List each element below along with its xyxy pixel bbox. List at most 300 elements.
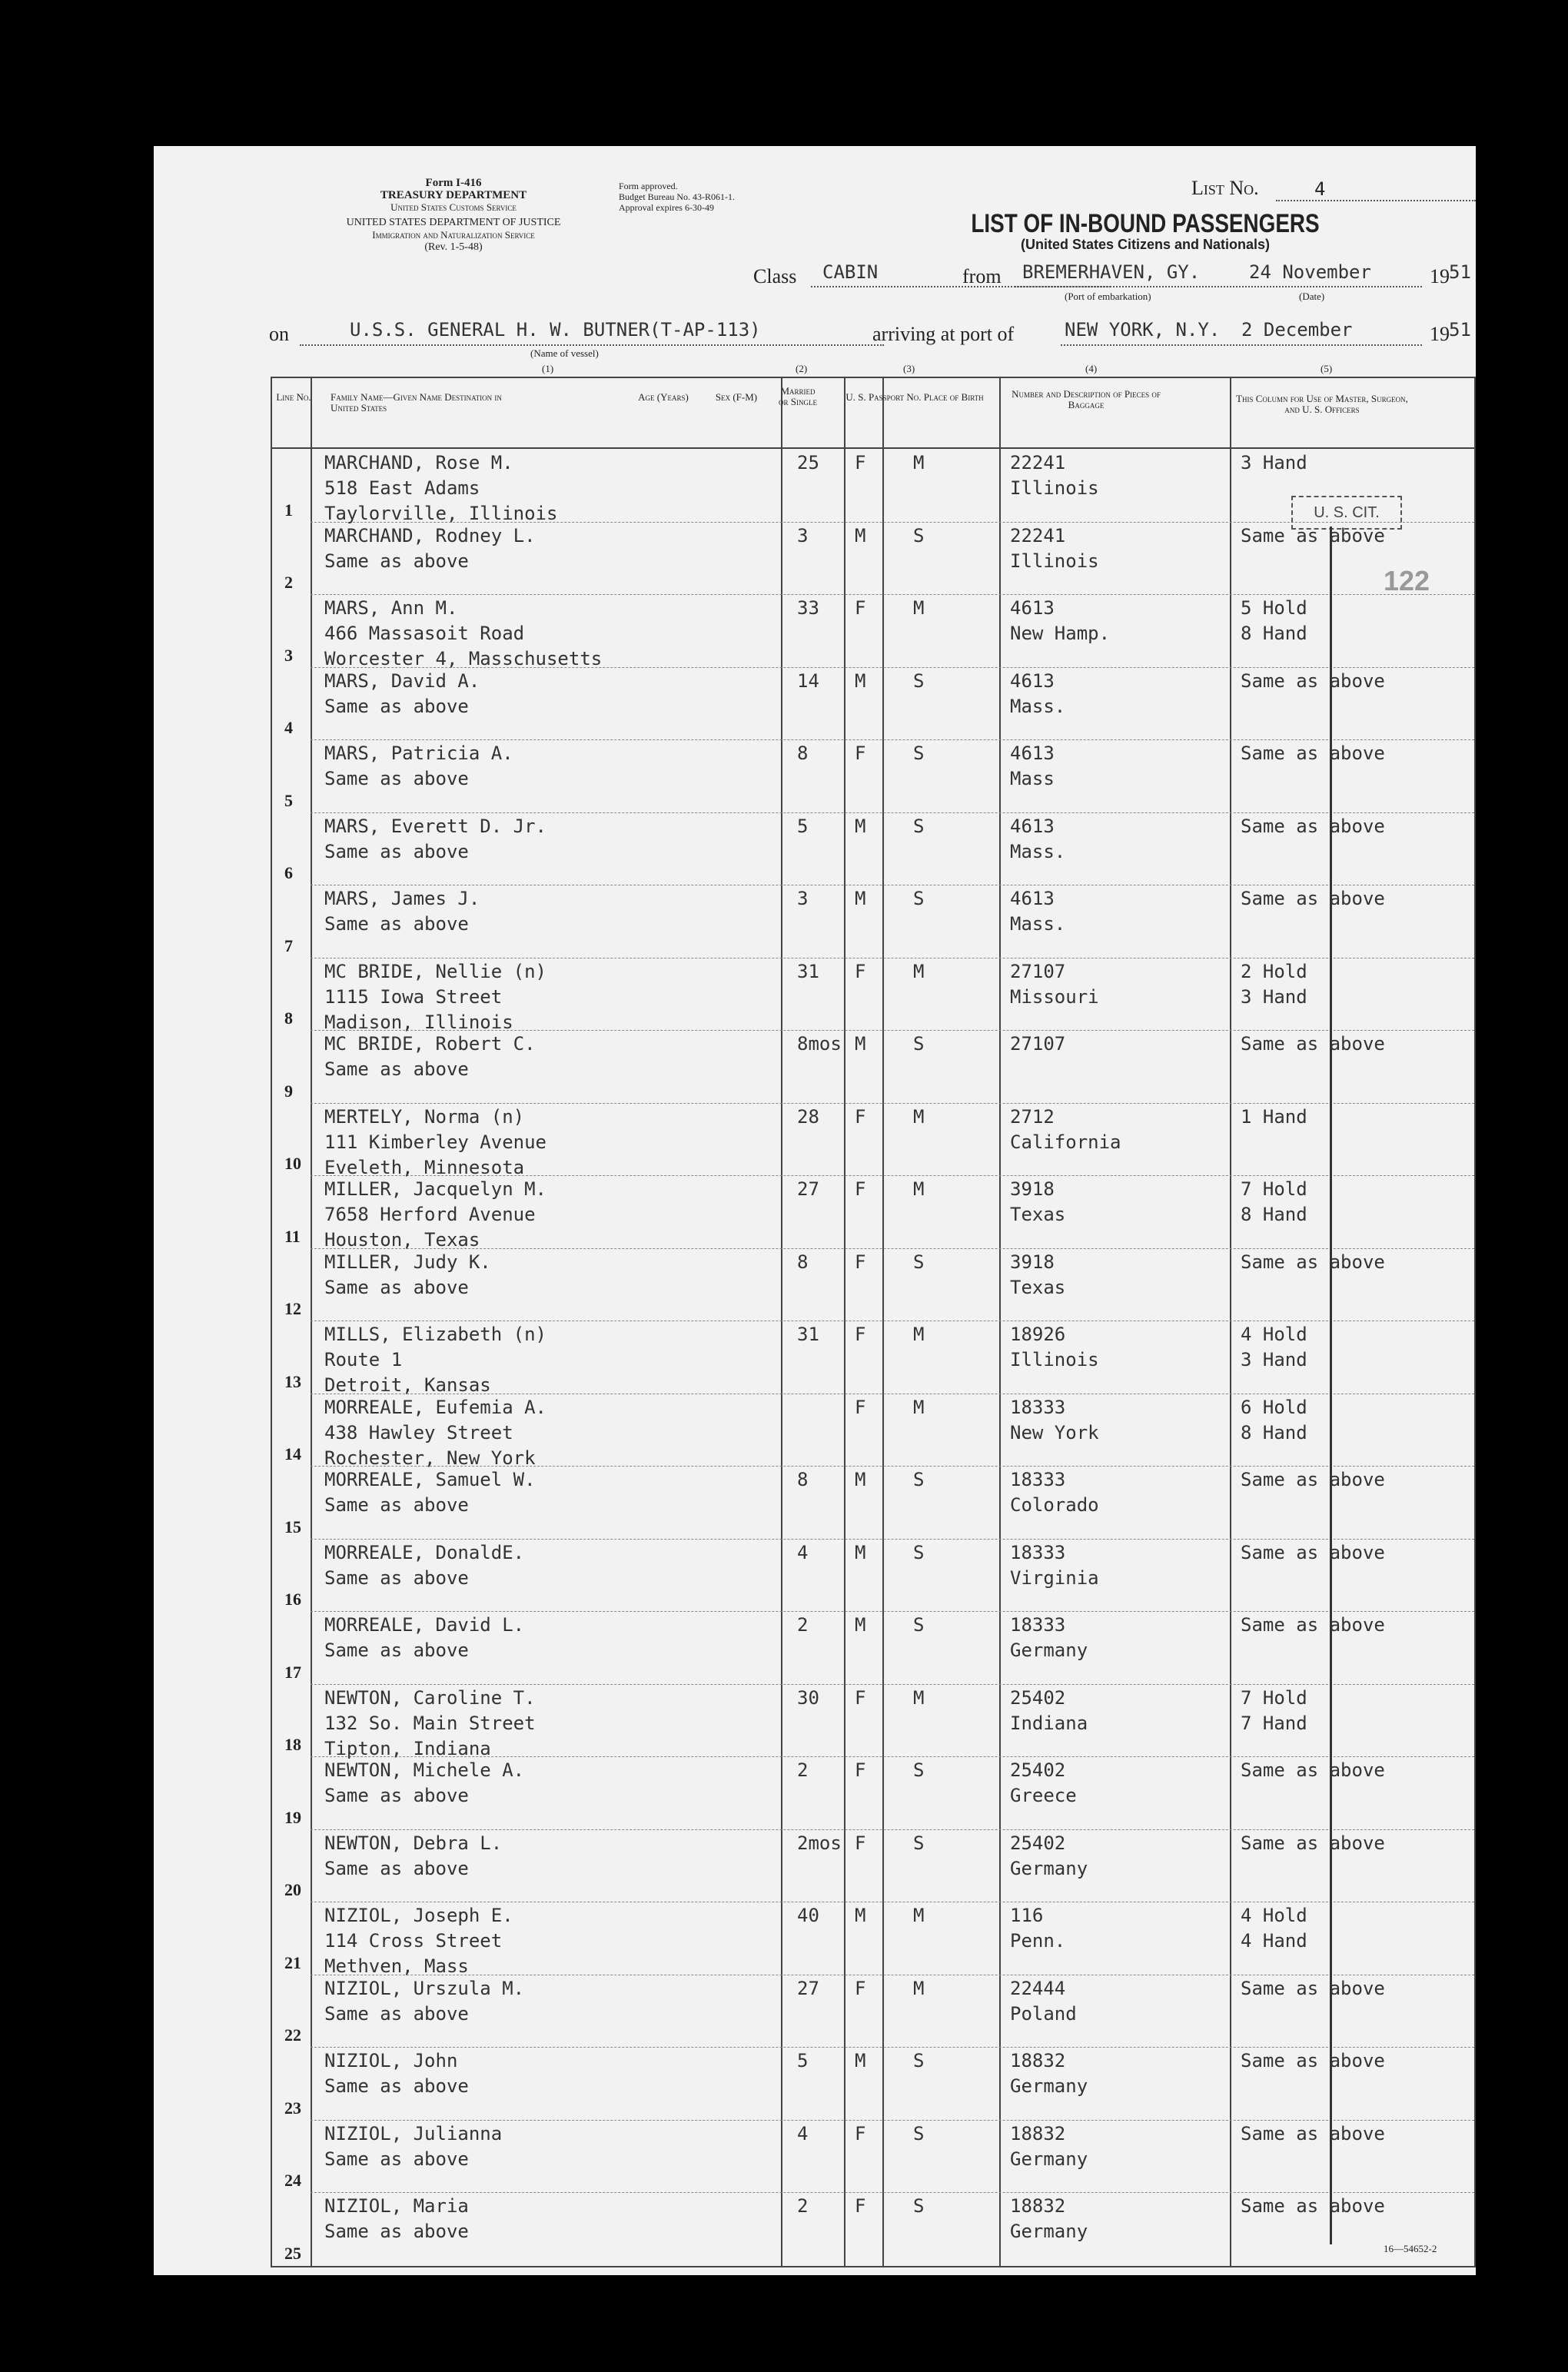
passenger-sex: F — [855, 1832, 866, 1854]
passenger-address-1: Same as above — [324, 840, 469, 862]
baggage-2: 8 Hand — [1241, 1204, 1307, 1225]
line-number: 18 — [284, 1735, 301, 1754]
from-line — [1015, 286, 1422, 287]
passenger-name: MARS, David A. — [324, 669, 480, 692]
passenger-address-2: Detroit, Kansas — [324, 1374, 491, 1396]
baggage-1: Same as above — [1241, 888, 1385, 909]
col-rule — [882, 377, 884, 2267]
header-married: Married or Single — [779, 385, 817, 407]
line-number: 12 — [284, 1299, 301, 1318]
manifest-page — [154, 146, 1476, 2275]
passenger-address-2: Madison, Illinois — [324, 1011, 513, 1033]
passenger-address-1: 466 Massasoit Road — [324, 623, 525, 644]
baggage-1: Same as above — [1241, 742, 1385, 764]
col-num-4: (4) — [1085, 363, 1098, 374]
baggage-2: 7 Hand — [1241, 1712, 1307, 1734]
arrival-date: 2 December — [1241, 319, 1353, 341]
col-num-3: (3) — [903, 363, 915, 374]
line-number: 15 — [284, 1517, 301, 1536]
line-number: 7 — [284, 935, 293, 955]
passenger-age: 40 — [797, 1905, 819, 1926]
vessel-line — [300, 344, 884, 346]
passenger-address-1: Same as above — [324, 2221, 469, 2242]
passenger-address-1: Same as above — [324, 768, 469, 789]
line-number: 24 — [284, 2171, 301, 2190]
line-number: 13 — [284, 1371, 301, 1391]
baggage-1: Same as above — [1241, 2122, 1385, 2144]
passenger-marital-status: M — [913, 452, 925, 473]
passport-number: 4613 — [1010, 742, 1055, 764]
passenger-marital-status: S — [913, 2195, 925, 2217]
arrival-line — [1061, 344, 1422, 346]
baggage-1: 3 Hand — [1241, 452, 1307, 473]
place-of-birth: Virginia — [1010, 1566, 1099, 1589]
row-divider — [311, 1611, 1474, 1612]
place-of-birth: Greece — [1010, 1785, 1077, 1806]
header-line-no: Line No. — [276, 391, 311, 403]
passport-number: 4613 — [1010, 888, 1055, 909]
place-of-birth: Germany — [1010, 1857, 1088, 1879]
baggage-2: 3 Hand — [1241, 1349, 1307, 1370]
passenger-name: MARS, Ann M. — [324, 597, 458, 619]
passport-number: 18333 — [1010, 1614, 1066, 1636]
col-rule — [1230, 377, 1231, 2267]
baggage-2: 3 Hand — [1241, 985, 1307, 1008]
passenger-address-2: Tipton, Indiana — [324, 1737, 491, 1759]
col-rule — [999, 377, 1001, 2267]
row-divider — [311, 1829, 1474, 1830]
approval-line-2: Budget Bureau No. 43-R061-1. — [619, 191, 735, 202]
baggage-2: 4 Hand — [1241, 1930, 1307, 1952]
place-of-birth: Colorado — [1010, 1494, 1099, 1516]
date-caption: (Date) — [1299, 291, 1325, 302]
place-of-birth: California — [1010, 1131, 1121, 1153]
place-of-birth: Texas — [1010, 1276, 1066, 1298]
list-no-label: List No. — [1191, 177, 1259, 199]
table-top-rule — [271, 377, 1474, 378]
place-of-birth: Germany — [1010, 2075, 1088, 2097]
passenger-name: MORREALE, Eufemia A. — [324, 1396, 546, 1418]
passenger-name: MORREALE, DonaldE. — [324, 1541, 525, 1563]
passenger-name: MILLER, Judy K. — [324, 1251, 491, 1273]
passenger-marital-status: M — [913, 1105, 925, 1128]
passenger-address-1: Same as above — [324, 2148, 469, 2170]
passenger-marital-status: M — [913, 1178, 925, 1200]
line-number: 8 — [284, 1008, 293, 1028]
form-id: Form I-416 — [425, 177, 482, 189]
page-subtitle: (United States Citizens and Nationals) — [1020, 237, 1271, 252]
form-footer: 16—54652-2 — [1384, 2243, 1437, 2254]
passenger-name: MARCHAND, Rodney L. — [324, 524, 536, 546]
row-divider — [311, 1684, 1474, 1685]
passenger-age: 2mos — [797, 1832, 842, 1854]
place-of-birth: Penn. — [1010, 1930, 1066, 1952]
passenger-address-1: Route 1 — [324, 1349, 403, 1370]
row-divider — [311, 739, 1474, 740]
passenger-marital-status: S — [913, 1832, 925, 1854]
passenger-address-1: Same as above — [324, 2075, 469, 2097]
passenger-age: 25 — [797, 452, 819, 473]
officer-column-line — [1330, 527, 1332, 2244]
passport-number: 116 — [1010, 1905, 1044, 1926]
line-number: 20 — [284, 1880, 301, 1899]
passenger-name: MC BRIDE, Nellie (n) — [324, 960, 546, 982]
baggage-1: 6 Hold — [1241, 1396, 1307, 1418]
passenger-marital-status: S — [913, 1251, 925, 1273]
passenger-marital-status: M — [913, 960, 925, 982]
line-number: 3 — [284, 645, 293, 665]
passenger-address-1: Same as above — [324, 1276, 469, 1298]
passenger-table — [271, 377, 1474, 2267]
passport-number: 18832 — [1010, 2195, 1066, 2217]
passenger-sex: M — [855, 1614, 866, 1636]
baggage-2: 8 Hand — [1241, 623, 1307, 644]
passport-number: 4613 — [1010, 597, 1055, 619]
passenger-address-1: Same as above — [324, 1494, 469, 1516]
passenger-sex: M — [855, 888, 866, 909]
approval-line-3: Approval expires 6-30-49 — [619, 202, 714, 213]
passenger-age: 8 — [797, 1251, 809, 1273]
header-passport: U. S. Passport No. Place of Birth — [845, 391, 984, 403]
passport-number: 3918 — [1010, 1251, 1055, 1273]
baggage-1: Same as above — [1241, 1251, 1385, 1273]
passenger-name: MARCHAND, Rose M. — [324, 452, 513, 473]
passenger-sex: F — [855, 2122, 866, 2144]
header-baggage: Number and Description of Pieces of Baggage — [1012, 388, 1161, 410]
passport-number: 18832 — [1010, 2122, 1066, 2144]
row-divider — [311, 1248, 1474, 1249]
passenger-address-2: Houston, Texas — [324, 1229, 480, 1251]
place-of-birth: Indiana — [1010, 1712, 1088, 1734]
passport-number: 4613 — [1010, 815, 1055, 837]
baggage-2: 8 Hand — [1241, 1421, 1307, 1443]
passenger-sex: F — [855, 1396, 866, 1418]
passport-number: 18333 — [1010, 1469, 1066, 1490]
passenger-age: 31 — [797, 1324, 819, 1345]
col-rule — [1474, 377, 1476, 2267]
passenger-name: MARS, James J. — [324, 888, 480, 909]
passenger-age: 5 — [797, 2050, 809, 2071]
passenger-sex: F — [855, 742, 866, 764]
header-bottom-rule — [271, 447, 1474, 449]
passenger-name: NIZIOL, Joseph E. — [324, 1905, 513, 1926]
table-bottom-rule — [271, 2266, 1474, 2267]
line-number: 11 — [284, 1226, 301, 1246]
passenger-age: 2 — [797, 1614, 809, 1636]
from-label: from — [962, 265, 1002, 287]
header-name: Family Name—Given Name Destination in United States — [331, 391, 502, 414]
line-number: 16 — [284, 1590, 301, 1609]
baggage-1: 7 Hold — [1241, 1178, 1307, 1200]
passenger-age: 8 — [797, 742, 809, 764]
passport-number: 22241 — [1010, 524, 1066, 546]
baggage-1: Same as above — [1241, 1469, 1385, 1490]
page-title: LIST OF IN-BOUND PASSENGERS — [971, 209, 1320, 238]
passenger-age: 31 — [797, 960, 819, 982]
passenger-name: MARS, Everett D. Jr. — [324, 815, 546, 837]
passport-number: 22241 — [1010, 452, 1066, 473]
passenger-marital-status: S — [913, 742, 925, 764]
row-divider — [311, 812, 1474, 813]
header-officers: This Column for Use of Master, Surgeon, and U. S. Officers — [1236, 393, 1408, 415]
passenger-name: MORREALE, David L. — [324, 1614, 525, 1636]
passenger-address-1: 111 Kimberley Avenue — [324, 1131, 546, 1153]
passenger-name: NIZIOL, Maria — [324, 2195, 469, 2217]
baggage-1: 5 Hold — [1241, 597, 1307, 619]
passenger-age: 8 — [797, 1469, 809, 1490]
passport-number: 18832 — [1010, 2050, 1066, 2071]
line-number: 22 — [284, 2025, 301, 2045]
class-label: Class — [753, 265, 797, 287]
passenger-sex: F — [855, 1178, 866, 1200]
passenger-sex: M — [855, 524, 866, 546]
class-value: CABIN — [822, 261, 879, 283]
passenger-name: NIZIOL, Urszula M. — [324, 1977, 525, 1999]
on-label: on — [269, 323, 289, 345]
row-divider — [311, 1539, 1474, 1540]
passenger-marital-status: S — [913, 1614, 925, 1636]
passenger-name: NIZIOL, John — [324, 2050, 458, 2071]
passenger-marital-status: S — [913, 2050, 925, 2071]
passenger-marital-status: S — [913, 1033, 925, 1055]
place-of-birth: Mass — [1010, 768, 1055, 789]
passenger-name: MERTELY, Norma (n) — [324, 1105, 525, 1128]
baggage-1: 7 Hold — [1241, 1686, 1307, 1709]
row-divider — [311, 2047, 1474, 2048]
passenger-name: MILLER, Jacquelyn M. — [324, 1178, 546, 1200]
passport-number: 27107 — [1010, 1033, 1066, 1055]
place-of-birth: Illinois — [1010, 1349, 1099, 1370]
passenger-sex: F — [855, 2195, 866, 2217]
passenger-marital-status: M — [913, 1905, 925, 1926]
passenger-sex: M — [855, 1469, 866, 1490]
passenger-marital-status: M — [913, 597, 925, 619]
passenger-sex: F — [855, 1759, 866, 1781]
passenger-marital-status: S — [913, 1541, 925, 1563]
passenger-marital-status: S — [913, 524, 925, 546]
col-rule — [844, 377, 845, 2267]
passenger-age: 3 — [797, 524, 809, 546]
passenger-address-1: 7658 Herford Avenue — [324, 1204, 536, 1225]
vessel-caption: (Name of vessel) — [530, 347, 599, 359]
line-number: 21 — [284, 1952, 301, 1972]
col-num-5: (5) — [1321, 363, 1333, 374]
col-rule — [311, 377, 312, 2267]
revision: (Rev. 1-5-48) — [424, 241, 483, 253]
passenger-age: 30 — [797, 1686, 819, 1709]
place-of-birth: New Hamp. — [1010, 623, 1111, 644]
passenger-marital-status: S — [913, 669, 925, 692]
baggage-1: Same as above — [1241, 1033, 1385, 1055]
passenger-marital-status: M — [913, 1324, 925, 1345]
passport-number: 25402 — [1010, 1832, 1066, 1854]
passport-number: 18926 — [1010, 1324, 1066, 1345]
line-number: 25 — [284, 2243, 301, 2263]
passenger-sex: F — [855, 1251, 866, 1273]
passenger-age: 2 — [797, 2195, 809, 2217]
passenger-address-1: 132 So. Main Street — [324, 1712, 536, 1734]
line-number: 5 — [284, 790, 293, 810]
col-num-1: (1) — [542, 363, 554, 374]
passenger-name: NEWTON, Debra L. — [324, 1832, 503, 1854]
justice-department: UNITED STATES DEPARTMENT OF JUSTICE — [346, 217, 561, 228]
passenger-address-2: Rochester, New York — [324, 1447, 536, 1469]
line-number: 1 — [284, 500, 293, 520]
passenger-marital-status: M — [913, 1686, 925, 1709]
passenger-address-1: Same as above — [324, 695, 469, 717]
row-divider — [311, 594, 1474, 595]
col-num-2: (2) — [796, 363, 808, 374]
port-embarkation-caption: (Port of embarkation) — [1065, 291, 1151, 302]
passport-number: 25402 — [1010, 1759, 1066, 1781]
baggage-1: Same as above — [1241, 1759, 1385, 1781]
passenger-address-1: Same as above — [324, 1785, 469, 1806]
passenger-marital-status: M — [913, 1977, 925, 1999]
baggage-1: Same as above — [1241, 1541, 1385, 1563]
line-number: 10 — [284, 1154, 301, 1173]
passenger-address-2: Worcester 4, Masschusetts — [324, 648, 603, 669]
baggage-1: 4 Hold — [1241, 1905, 1307, 1926]
from-year: 51 — [1449, 261, 1471, 283]
passenger-age: 4 — [797, 2122, 809, 2144]
passenger-address-1: Same as above — [324, 913, 469, 935]
passenger-name: MC BRIDE, Robert C. — [324, 1033, 536, 1055]
baggage-1: Same as above — [1241, 815, 1385, 837]
treasury-department: TREASURY DEPARTMENT — [380, 189, 527, 201]
line-number: 4 — [284, 718, 293, 737]
passenger-name: NIZIOL, Julianna — [324, 2122, 503, 2144]
baggage-1: Same as above — [1241, 1614, 1385, 1636]
col-rule — [781, 377, 782, 2267]
place-of-birth: Germany — [1010, 1639, 1088, 1661]
passenger-sex: F — [855, 960, 866, 982]
place-of-birth: Missouri — [1010, 985, 1099, 1008]
passport-number: 25402 — [1010, 1686, 1066, 1709]
line-number: 6 — [284, 863, 293, 882]
passenger-age: 5 — [797, 815, 809, 837]
passenger-address-2: Methven, Mass — [324, 1955, 469, 1977]
passenger-sex: M — [855, 1905, 866, 1926]
passenger-sex: F — [855, 1324, 866, 1345]
baggage-1: Same as above — [1241, 2195, 1385, 2217]
from-date: 24 November — [1249, 261, 1371, 283]
passport-number: 18333 — [1010, 1396, 1066, 1418]
col-rule — [271, 377, 272, 2267]
passenger-address-1: Same as above — [324, 1566, 469, 1589]
list-no-value: 4 — [1314, 178, 1326, 200]
passport-number: 2712 — [1010, 1105, 1055, 1128]
vessel-name: U.S.S. GENERAL H. W. BUTNER(T-AP-113) — [350, 319, 761, 341]
passenger-age: 2 — [797, 1759, 809, 1781]
passenger-marital-status: M — [913, 1396, 925, 1418]
line-number: 9 — [284, 1081, 293, 1101]
place-of-birth: Germany — [1010, 2221, 1088, 2242]
passenger-marital-status: S — [913, 1759, 925, 1781]
passenger-address-1: 114 Cross Street — [324, 1930, 503, 1952]
passport-number: 4613 — [1010, 669, 1055, 692]
customs-service: United States Customs Service — [390, 201, 517, 213]
place-of-birth: Mass. — [1010, 913, 1066, 935]
passenger-marital-status: S — [913, 815, 925, 837]
place-of-birth: Germany — [1010, 2148, 1088, 2170]
arrival-port: NEW YORK, N.Y. — [1065, 319, 1221, 341]
passenger-sex: M — [855, 815, 866, 837]
passenger-address-1: Same as above — [324, 1058, 469, 1080]
place-of-birth: Mass. — [1010, 695, 1066, 717]
passenger-address-2: Taylorville, Illinois — [324, 503, 558, 524]
baggage-1: Same as above — [1241, 669, 1385, 692]
arrival-year-prefix: 19 — [1430, 323, 1450, 345]
passport-number: 27107 — [1010, 960, 1066, 982]
baggage-1: 4 Hold — [1241, 1324, 1307, 1345]
line-number: 2 — [284, 573, 293, 592]
passenger-sex: F — [855, 452, 866, 473]
passenger-name: NEWTON, Caroline T. — [324, 1686, 536, 1709]
from-year-prefix: 19 — [1430, 265, 1450, 287]
line-number: 14 — [284, 1444, 301, 1463]
passenger-sex: F — [855, 1686, 866, 1709]
arriving-label: arriving at port of — [872, 323, 1015, 345]
form-issuer-block — [269, 177, 638, 254]
passenger-name: MORREALE, Samuel W. — [324, 1469, 536, 1490]
approval-line-1: Form approved. — [619, 181, 678, 191]
passport-number: 18333 — [1010, 1541, 1066, 1563]
place-of-birth: Texas — [1010, 1204, 1066, 1225]
passenger-name: MARS, Patricia A. — [324, 742, 513, 764]
place-of-birth: Illinois — [1010, 550, 1099, 572]
baggage-1: Same as above — [1241, 1832, 1385, 1854]
baggage-1: Same as above — [1241, 524, 1385, 546]
place-of-birth: Mass. — [1010, 840, 1066, 862]
passenger-address-1: Same as above — [324, 550, 469, 572]
arrival-year: 51 — [1449, 319, 1471, 341]
row-divider — [311, 2192, 1474, 2193]
line-number: 19 — [284, 1807, 301, 1827]
passport-number: 22444 — [1010, 1977, 1066, 1999]
passenger-age: 27 — [797, 1977, 819, 1999]
place-of-birth: Illinois — [1010, 477, 1099, 499]
passenger-address-1: Same as above — [324, 2002, 469, 2025]
stamp-number: 122 — [1384, 565, 1430, 596]
passenger-address-1: 438 Hawley Street — [324, 1421, 513, 1443]
passenger-sex: M — [855, 2050, 866, 2071]
baggage-1: 1 Hand — [1241, 1105, 1307, 1128]
passenger-address-1: Same as above — [324, 1639, 469, 1661]
passenger-marital-status: S — [913, 1469, 925, 1490]
place-of-birth: New York — [1010, 1421, 1099, 1443]
place-of-birth: Poland — [1010, 2002, 1077, 2025]
passenger-age: 33 — [797, 597, 819, 619]
passenger-address-1: 518 East Adams — [324, 477, 480, 499]
passenger-age: 28 — [797, 1105, 819, 1128]
us-citizen-stamp: U. S. CIT. — [1291, 496, 1402, 530]
line-number: 17 — [284, 1662, 301, 1682]
passenger-age: 14 — [797, 669, 819, 692]
passenger-sex: M — [855, 1033, 866, 1055]
passenger-address-1: Same as above — [324, 1857, 469, 1879]
line-number: 23 — [284, 2098, 301, 2118]
passenger-age: 8mos — [797, 1033, 842, 1055]
passenger-sex: F — [855, 1105, 866, 1128]
baggage-1: Same as above — [1241, 2050, 1385, 2071]
from-value: BREMERHAVEN, GY. — [1022, 261, 1201, 283]
immigration-service: Immigration and Naturalization Service — [372, 229, 535, 241]
passenger-sex: F — [855, 1977, 866, 1999]
passenger-age: 4 — [797, 1541, 809, 1563]
passport-number: 3918 — [1010, 1178, 1055, 1200]
header-sex: Sex (F-M) — [715, 391, 758, 403]
passenger-address-2: Eveleth, Minnesota — [324, 1156, 525, 1178]
